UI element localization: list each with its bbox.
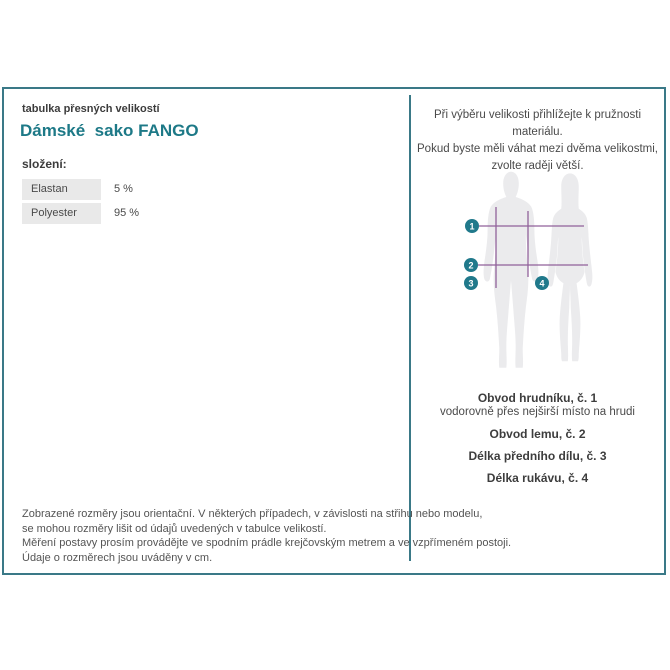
legend-item-chest-sub: vodorovně přes nejširší místo na hrudi bbox=[440, 406, 635, 418]
table-row bbox=[22, 179, 139, 200]
material-name-cell: Polyester bbox=[22, 203, 101, 224]
marker-1 bbox=[465, 219, 479, 233]
disclaimer-line: Měření postavy prosím provádějte ve spodním prádle krejčovským metrem a ve vzpřímeném postoji. bbox=[22, 537, 512, 550]
advice-line: Pokud byste měli váhat mezi dvěma velikostmi, bbox=[417, 143, 658, 155]
measurement-legend bbox=[411, 391, 664, 493]
male-silhouette-figure bbox=[484, 172, 539, 368]
disclaimer-notes bbox=[22, 507, 511, 565]
female-silhouette-figure bbox=[548, 173, 593, 361]
legend-item-chest: Obvod hrudníku, č. 1 bbox=[477, 391, 598, 405]
disclaimer-line: se mohou rozměry lišit od údajů uvedených v tabulce velikostí. bbox=[22, 522, 327, 535]
disclaimer-line: Údaje o rozměrech jsou uváděny v cm. bbox=[22, 551, 213, 564]
product-title: Dámské sako FANGO bbox=[20, 121, 199, 140]
material-value-cell: 95 % bbox=[114, 207, 140, 219]
svg-text:4: 4 bbox=[539, 278, 545, 289]
table-caption: tabulka přesných velikostí bbox=[22, 103, 160, 115]
legend-item-front-length: Délka předního dílu, č. 3 bbox=[468, 449, 607, 463]
disclaimer-line: Zobrazené rozměry jsou orientační. V některých případech, v závislosti na střihu nebo modelu, bbox=[22, 508, 483, 520]
marker-4 bbox=[535, 276, 549, 290]
legend-item-sleeve: Délka rukávu, č. 4 bbox=[486, 471, 589, 485]
svg-text:1: 1 bbox=[469, 221, 475, 232]
advice-line: zvolte raději větší. bbox=[491, 160, 584, 172]
material-value-cell: 5 % bbox=[114, 183, 133, 195]
composition-table bbox=[22, 179, 139, 227]
marker-2 bbox=[464, 258, 478, 272]
svg-text:3: 3 bbox=[468, 278, 474, 289]
legend-item-hem: Obvod lemu, č. 2 bbox=[489, 427, 586, 441]
advice-line: Při výběru velikosti přihlížejte k pružnosti materiálu. bbox=[433, 109, 642, 138]
table-row bbox=[22, 203, 139, 224]
composition-heading: složení: bbox=[22, 157, 67, 171]
svg-text:2: 2 bbox=[468, 260, 474, 271]
marker-3 bbox=[464, 276, 478, 290]
measurement-diagram bbox=[456, 165, 626, 385]
material-name-cell: Elastan bbox=[22, 179, 101, 200]
